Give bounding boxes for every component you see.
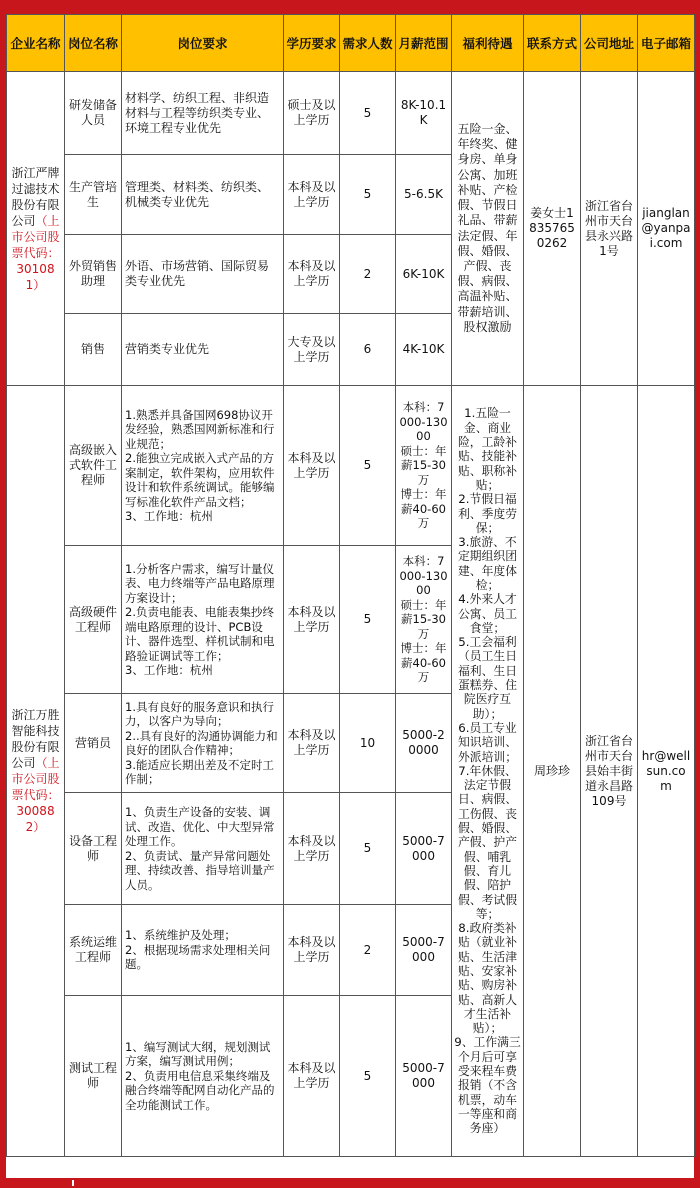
job-education: 本科及以上学历 [284,386,340,546]
header-benefits: 福利待遇 [452,15,524,72]
job-salary: 6K-10K [396,235,452,314]
job-education: 本科及以上学历 [284,905,340,996]
edge-mark [72,1180,74,1186]
header-company: 企业名称 [7,15,65,72]
job-requirements: 1、负责生产设备的安装、调试、改造、优化、中大型异常处理工作。 2、负责试、量产异常问题处理、持续改善、指导培训量产人员。 [122,793,284,905]
job-headcount: 5 [340,793,396,905]
table-row [7,386,695,546]
header-address: 公司地址 [581,15,638,72]
job-salary: 5000-7000 [396,996,452,1157]
company-email: jianglan@yanpai.com [638,72,695,386]
company-listing: （上市公司股票代码：300882） [11,756,60,834]
company-benefits: 1.五险一金、商业险，工龄补贴、技能补贴、职称补贴； 2.节假日福利、季度劳保； 3.旅游、不定期组织团建、年度体检； 4.外来人才公寓、员工食堂； 5.工会福利（员工生日福利、生日蛋糕券、住院医疗互助）； 6.员工专业知识培训、外派培训； 7.年休假、法定节假日、病假、工伤假、丧假、婚假、产假、护产假、哺乳假、育儿假、陪护假、考试假等； 8.政府类补贴（就业补贴、生活津贴、安家补贴、购房补贴、高新人才生活补贴）； 9、工作满三个月后可享受来程车费报销（不含机票，动车一等座和商务座） [452,386,524,1157]
job-headcount: 5 [340,155,396,235]
job-title: 高级嵌入式软件工程师 [65,386,122,546]
job-title: 销售 [65,314,122,386]
header-headcount: 需求人数 [340,15,396,72]
header-contact: 联系方式 [524,15,581,72]
job-education: 本科及以上学历 [284,235,340,314]
job-education: 大专及以上学历 [284,314,340,386]
company-cell [7,72,65,386]
table-row [7,72,695,155]
job-salary: 4K-10K [396,314,452,386]
job-requirements: 1.熟悉并具备国网698协议开发经验，熟悉国网新标准和行业规范； 2.能独立完成嵌入式产品的方案制定，软件架构，应用软件设计和软件系统调试。能够编写标准化软件产品文档； 3、工作地：杭州 [122,386,284,546]
job-salary: 5000-7000 [396,905,452,996]
job-title: 营销员 [65,694,122,793]
job-requirements: 1.具有良好的服务意识和执行力，以客户为导向； 2..具有良好的沟通协调能力和良好的团队合作精神； 3.能适应长期出差及不定时工作制； [122,694,284,793]
job-education: 本科及以上学历 [284,155,340,235]
recruitment-table [6,14,695,1157]
job-headcount: 2 [340,905,396,996]
company-email: hr@wellsun.com [638,386,695,1157]
job-title: 系统运维工程师 [65,905,122,996]
job-education: 本科及以上学历 [284,996,340,1157]
job-salary: 5-6.5K [396,155,452,235]
header-education: 学历要求 [284,15,340,72]
job-headcount: 6 [340,314,396,386]
company-benefits: 五险一金、年终奖、健身房、单身公寓、加班补贴、产检假、节假日礼品、带薪法定假、年假、婚假、产假、丧假、病假、高温补贴、带薪培训、股权激励 [452,72,524,386]
job-headcount: 10 [340,694,396,793]
header-requirements: 岗位要求 [122,15,284,72]
company-listing: （上市公司股票代码：301081） [11,213,60,292]
job-salary: 5000-20000 [396,694,452,793]
company-cell [7,386,65,1157]
job-requirements: 营销类专业优先 [122,314,284,386]
header-row [7,15,695,72]
job-headcount: 5 [340,996,396,1157]
job-salary: 本科：7000-13000 硕士：年薪15-30万 博士：年薪40-60万 [396,546,452,694]
job-requirements: 材料学、纺织工程、非织造材料与工程等纺织类专业、环境工程专业优先 [122,72,284,155]
header-position: 岗位名称 [65,15,122,72]
job-title: 测试工程师 [65,996,122,1157]
job-requirements: 1.分析客户需求，编写计量仪表、电力终端等产品电路原理方案设计； 2.负责电能表、电能表集抄终端电路原理的设计、PCB设计、器件选型、样机试制和电路验证调试等工作； 3、工作地：杭州 [122,546,284,694]
job-education: 硕士及以上学历 [284,72,340,155]
job-requirements: 1、编写测试大纲，规划测试方案，编写测试用例； 2、负责用电信息采集终端及融合终端等配网自动化产品的全功能测试工作。 [122,996,284,1157]
job-salary: 本科：7000-13000 硕士：年薪15-30万 博士：年薪40-60万 [396,386,452,546]
job-title: 高级硬件工程师 [65,546,122,694]
job-headcount: 5 [340,546,396,694]
job-title: 生产管培生 [65,155,122,235]
job-headcount: 5 [340,386,396,546]
job-headcount: 2 [340,235,396,314]
header-email: 电子邮箱 [638,15,695,72]
job-education: 本科及以上学历 [284,694,340,793]
company-address: 浙江省台州市天台县永兴路1号 [581,72,638,386]
job-title: 外贸销售助理 [65,235,122,314]
recruitment-sheet [6,14,694,1178]
job-requirements: 管理类、材料类、纺织类、机械类专业优先 [122,155,284,235]
company-name: 浙江万胜智能科技股份有限公司 [11,708,60,770]
job-salary: 8K-10.1K [396,72,452,155]
company-address: 浙江省台州市天台县始丰街道永昌路109号 [581,386,638,1157]
company-name: 浙江严牌过滤技术股份有限公司 [11,165,60,228]
job-title: 研发储备人员 [65,72,122,155]
job-headcount: 5 [340,72,396,155]
company-contact: 周珍珍 [524,386,581,1157]
job-title: 设备工程师 [65,793,122,905]
header-salary: 月薪范围 [396,15,452,72]
job-education: 本科及以上学历 [284,546,340,694]
job-salary: 5000-7000 [396,793,452,905]
job-requirements: 1、系统维护及处理； 2、根据现场需求处理相关问题。 [122,905,284,996]
company-contact: 姜女士18357650262 [524,72,581,386]
job-requirements: 外语、市场营销、国际贸易类专业优先 [122,235,284,314]
job-education: 本科及以上学历 [284,793,340,905]
